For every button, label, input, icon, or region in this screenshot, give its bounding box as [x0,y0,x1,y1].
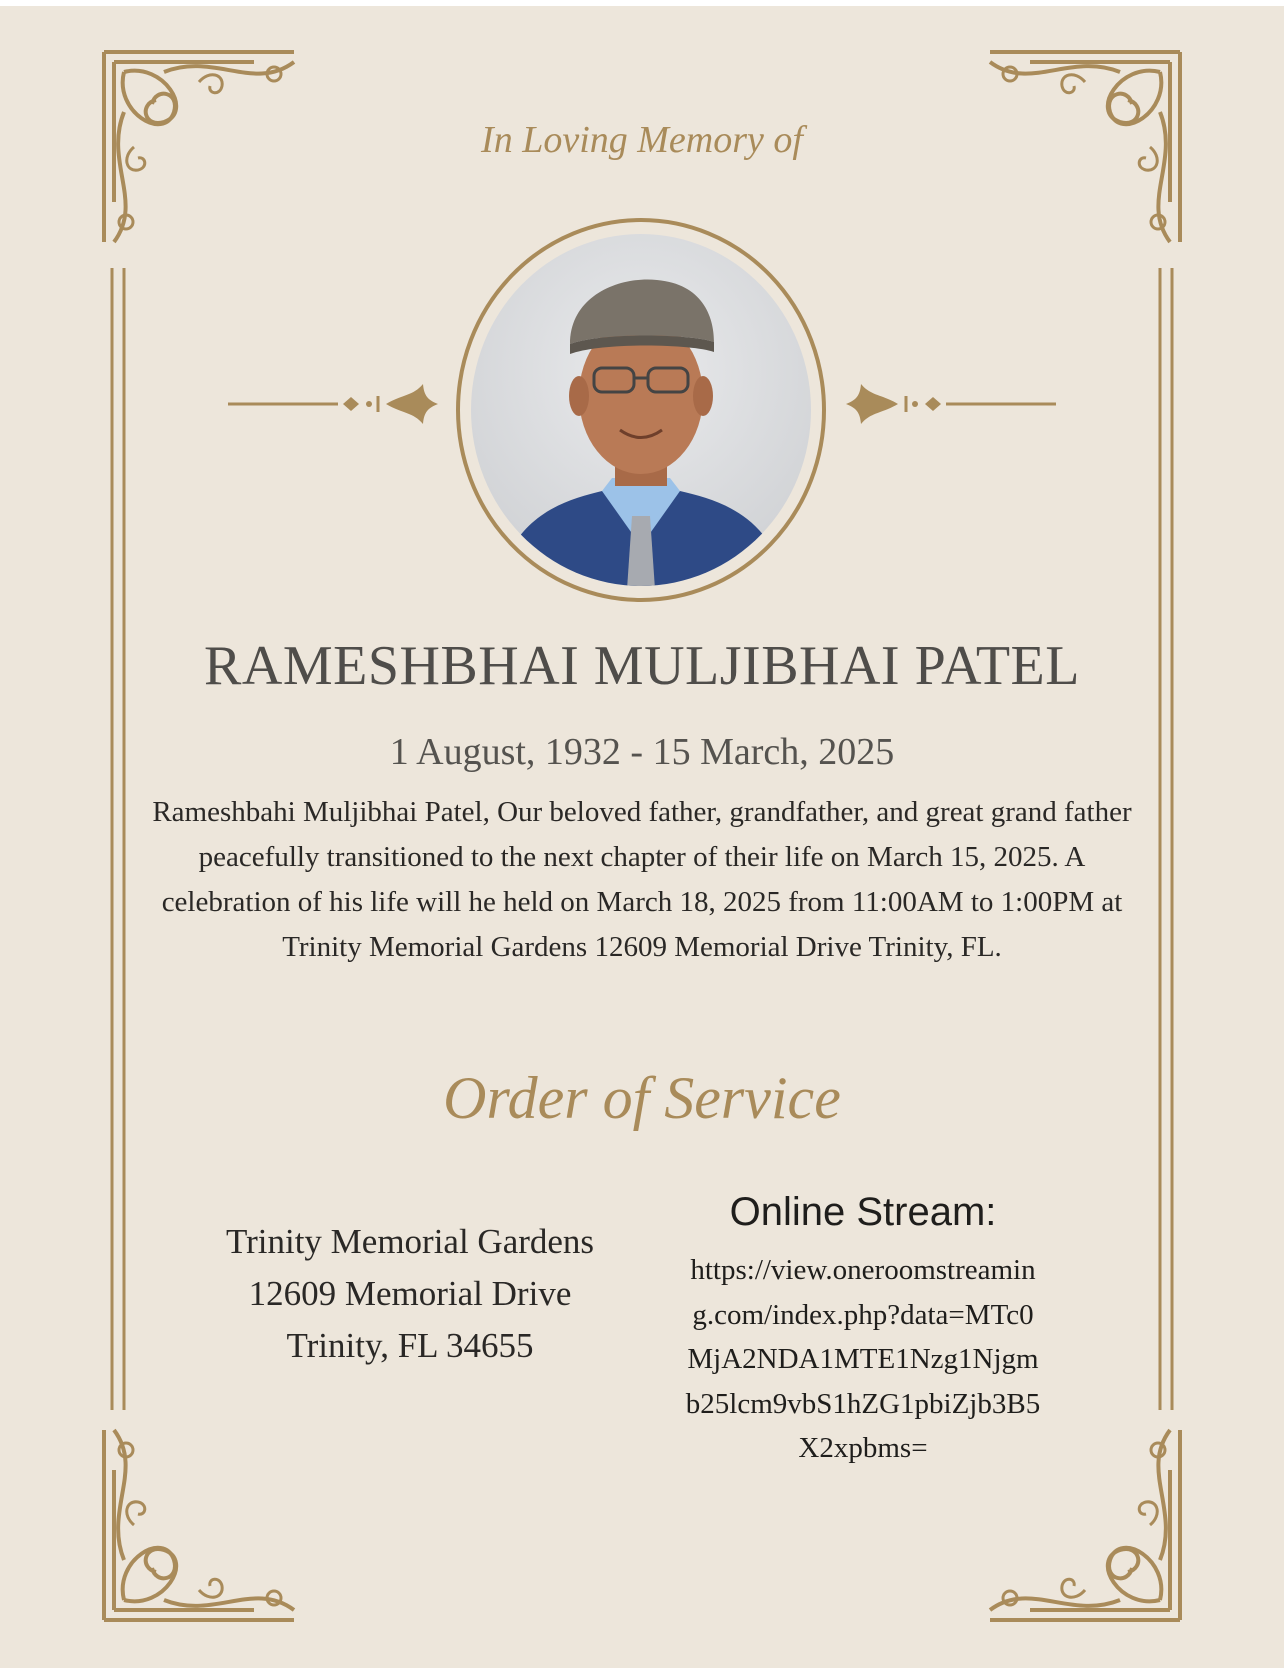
border-left-lines [112,268,124,1410]
venue-street: 12609 Memorial Drive [248,1274,572,1313]
deceased-name: RAMESHBHAI MULJIBHAI PATEL [204,635,1080,697]
life-dates: 1 August, 1932 - 15 March, 2025 [389,731,895,773]
divider-ornament-left [228,384,438,424]
border-right-lines [1160,268,1172,1410]
portrait-image [452,216,830,604]
venue-name: Trinity Memorial Gardens [225,1222,595,1261]
order-of-service-heading: Order of Service [443,1065,841,1131]
memorial-card [0,6,1284,1668]
online-stream-link[interactable]: https://view.oneroomstreaming.com/index.php?data=MTc0MjA2NDA1MTE1Nzg1Njgmb25lcm9vbS1hZG1pbiZjb3B5X2xpbms= [685,1254,1041,1464]
portrait-frame [452,216,830,604]
corner-ornament-bottom-left [104,1430,294,1620]
venue-address [190,1216,630,1372]
obituary-text: Rameshbahi Muljibhai Patel, Our beloved father, grandfather, and great grand father peacefully transitioned to the next chapter of their life on March 15, 2025. A celebration of his life will he held on March 18, 2025 from 11:00AM to 1:00PM at Trinity Memorial Gardens 12609 Memorial Drive Trinity, FL. [152,796,1132,963]
venue-city: Trinity, FL 34655 [286,1326,534,1365]
intro-heading: In Loving Memory of [481,119,803,161]
divider-ornament-right [846,384,1056,424]
online-stream-label: Online Stream: [729,1190,997,1234]
